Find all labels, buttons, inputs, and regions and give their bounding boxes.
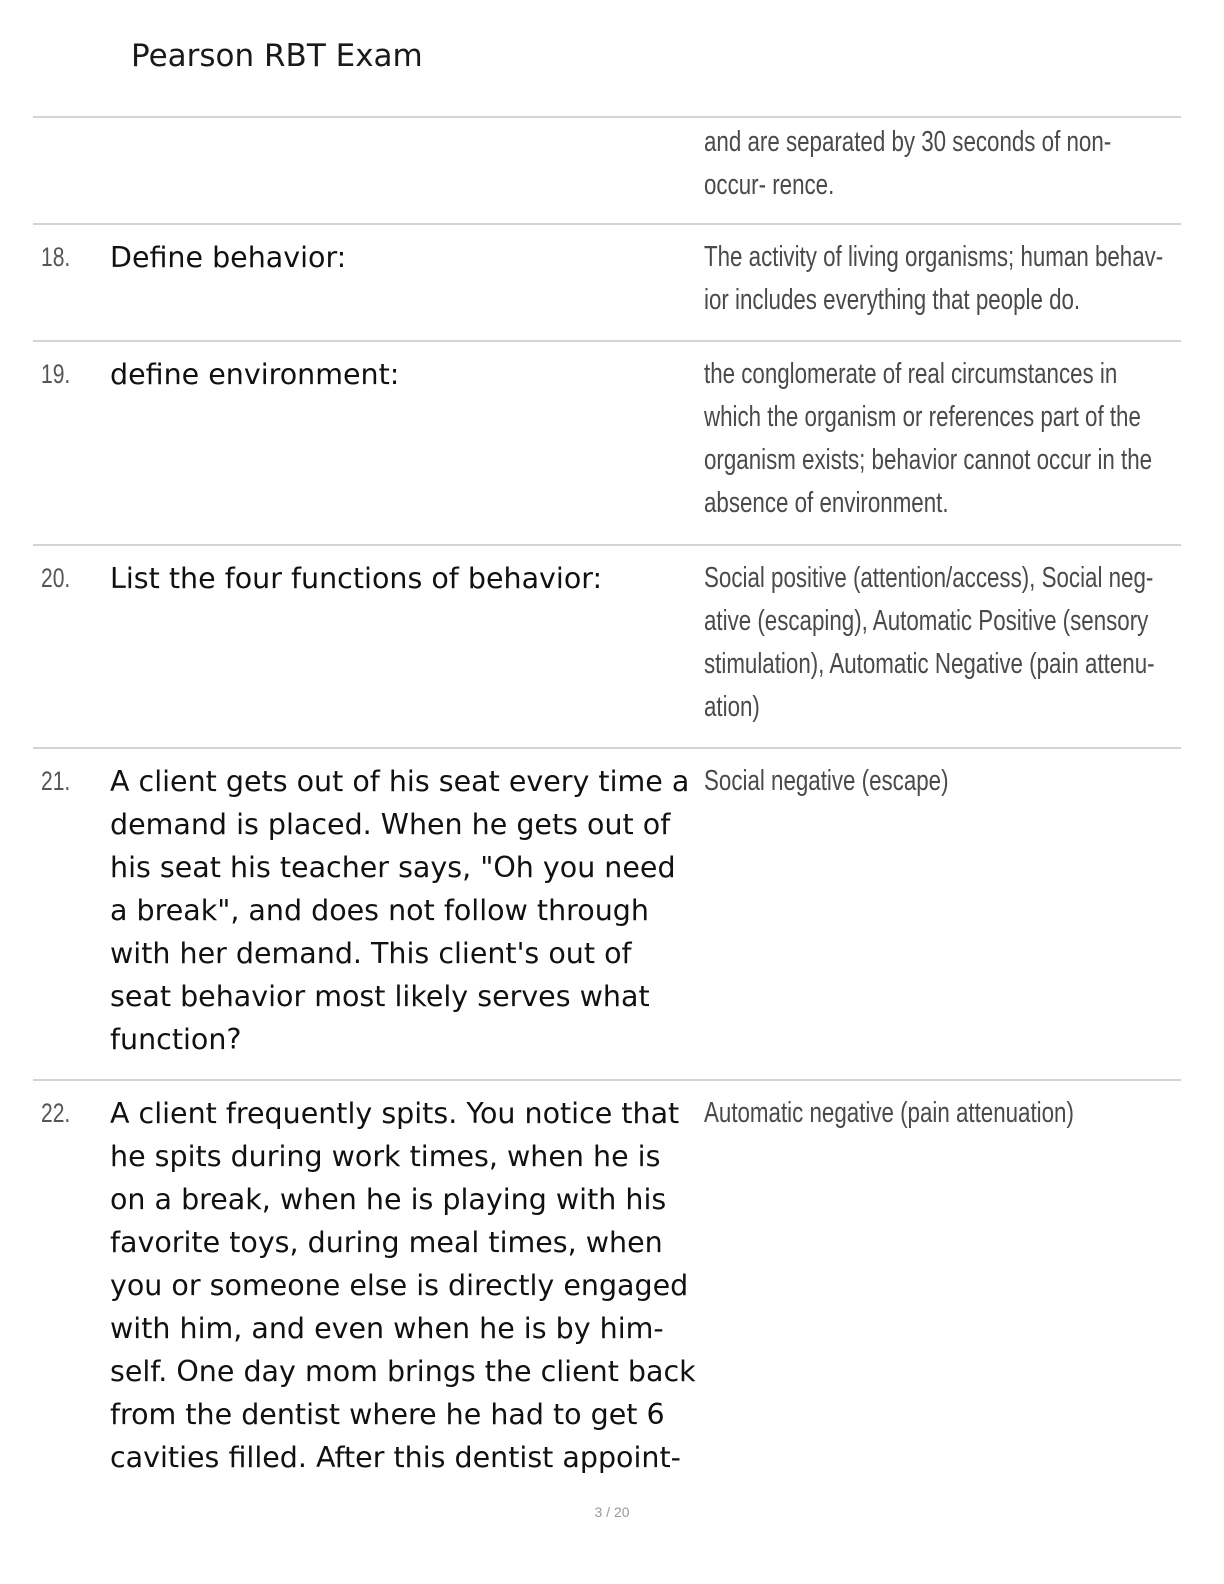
card-question: A client gets out of his seat every time a demand is placed. When he gets out of his seat his teacher says, "Oh you need a break", and does not follow through with her demand. This client's out of seat behavior most likely serves what function? xyxy=(110,765,690,1056)
divider xyxy=(33,116,1181,118)
card-answer: Automatic negative (pain attenuation) xyxy=(704,1097,1074,1129)
page-number: 3 / 20 xyxy=(594,1504,630,1520)
card-question: Define behavior: xyxy=(110,241,347,274)
divider xyxy=(33,340,1181,342)
divider xyxy=(33,1079,1181,1081)
divider xyxy=(33,747,1181,749)
page-title: Pearson RBT Exam xyxy=(131,38,423,74)
card-number: 22. xyxy=(41,1098,71,1128)
card-number: 20. xyxy=(41,563,71,593)
card-answer: Social negative (escape) xyxy=(704,765,949,797)
card-question: List the four functions of behavior: xyxy=(110,562,603,595)
divider xyxy=(33,544,1181,546)
card-answer: the conglomerate of real circumstances in which the organism or references part of the organism exists; behavior cannot occur in the absence of environment. xyxy=(704,358,1153,519)
card-answer: and are separated by 30 seconds of non-occur- rence. xyxy=(704,126,1112,201)
card-question: define environment: xyxy=(110,358,400,391)
card-answer: The activity of living organisms; human behav- ior includes everything that people do. xyxy=(704,241,1164,316)
divider xyxy=(33,223,1181,225)
card-number: 19. xyxy=(41,359,71,389)
card-number: 21. xyxy=(41,766,71,796)
card-question: A client frequently spits. You notice that he spits during work times, when he is on a break, when he is playing with his favorite toys, during meal times, when you or someone else is directly engaged with him, and even when he is by him- self. One day mom brings the client back from the dentist where he had to get 6 cavities filled. After this dentist appoint- xyxy=(110,1097,696,1474)
card-number: 18. xyxy=(41,242,71,272)
card-answer: Social positive (attention/access), Social neg- ative (escaping), Automatic Positive (sensory stimulation), Automatic Negative (pain attenu- ation) xyxy=(704,562,1155,723)
